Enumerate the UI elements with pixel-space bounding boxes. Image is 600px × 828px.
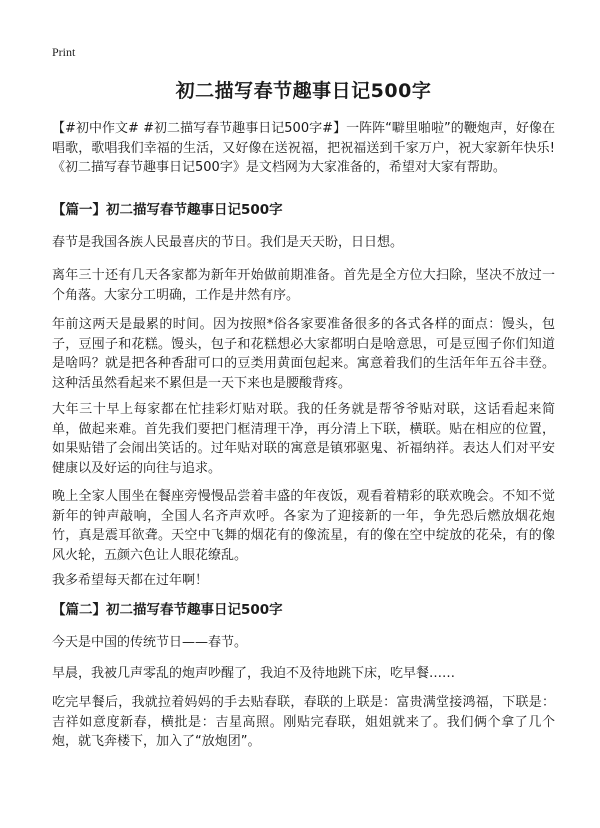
paragraph: 晚上全家人围坐在餐座旁慢慢品尝着丰盛的年夜饭，观看着精彩的联欢晚会。不知不觉新年的钟声敲响，全国人名齐声欢呼。各家为了迎接新的一年，争先恐后燃放烟花炮竹，真是震耳欲聋。天空中飞舞的烟花有的像流星，有的像在空中绽放的花朵，有的像风火轮，五颜六色让人眼花缭乱。	[52, 489, 555, 563]
intro-paragraph: 【#初中作文# #初二描写春节趣事日记500字#】一阵阵“噼里啪啦”的鞭炮声，好像在唱歌，歌唱我们幸福的生活，又好像在送祝福，把祝福送到千家万户，祝大家新年快乐!《初二描写春节趣事日记500字》是文档网为大家准备的，希望对大家有帮助。	[52, 121, 555, 175]
paragraph: 离年三十还有几天各家都为新年开始做前期准备。首先是全方位大扫除，坚决不放过一个角落。大家分工明确，工作是井然有序。	[52, 268, 555, 303]
paragraph: 吃完早餐后，我就拉着妈妈的手去贴春联，春联的上联是：富贵满堂接鸿福，下联是：吉祥如意度新春，横批是：吉星高照。刚贴完春联，姐姐就来了。我们俩个拿了几个炮，就飞奔楼下，加入了“放炮团”。	[52, 695, 555, 749]
paragraph: 大年三十早上每家都在忙挂彩灯贴对联。我的任务就是帮爷爷贴对联，这话看起来简单，做起来难。首先我们要把门框清理干净，再分清上下联，横联。贴在相应的位置，如果贴错了会闹出笑话的。过年贴对联的寓意是镇邪驱鬼、祈福纳祥。表达人们对平安健康以及好运的向往与追求。	[52, 402, 555, 476]
paragraph: 今天是中国的传统节日——春节。	[52, 635, 248, 650]
paragraph: 我多希望每天都在过年啊！	[52, 573, 209, 588]
paragraph: 早晨，我被几声零乱的炮声吵醒了，我迫不及待地跳下床，吃早餐……	[52, 666, 456, 681]
print-link[interactable]: Print	[52, 45, 76, 59]
page-title: 初二描写春节趣事日记500字	[175, 80, 432, 102]
section-heading-1: 【篇一】初二描写春节趣事日记500字	[52, 202, 283, 218]
paragraph: 春节是我国各族人民最喜庆的节日。我们是天天盼，日日想。	[52, 235, 404, 250]
section-heading-2: 【篇二】初二描写春节趣事日记500字	[52, 602, 283, 618]
paragraph: 年前这两天是最累的时间。因为按照*俗各家要准备很多的各式各样的面点：馒头，包子，豆囤子和花糕。馒头，包子和花糕想必大家都明白是啥意思，可是豆囤子你们知道是啥吗？就是把各种香甜可口的豆类用黄面包起来。寓意着我们的生活年年五谷丰登。这种活虽然看起来不累但是一天下来也是腰酸背疼。	[52, 317, 555, 391]
